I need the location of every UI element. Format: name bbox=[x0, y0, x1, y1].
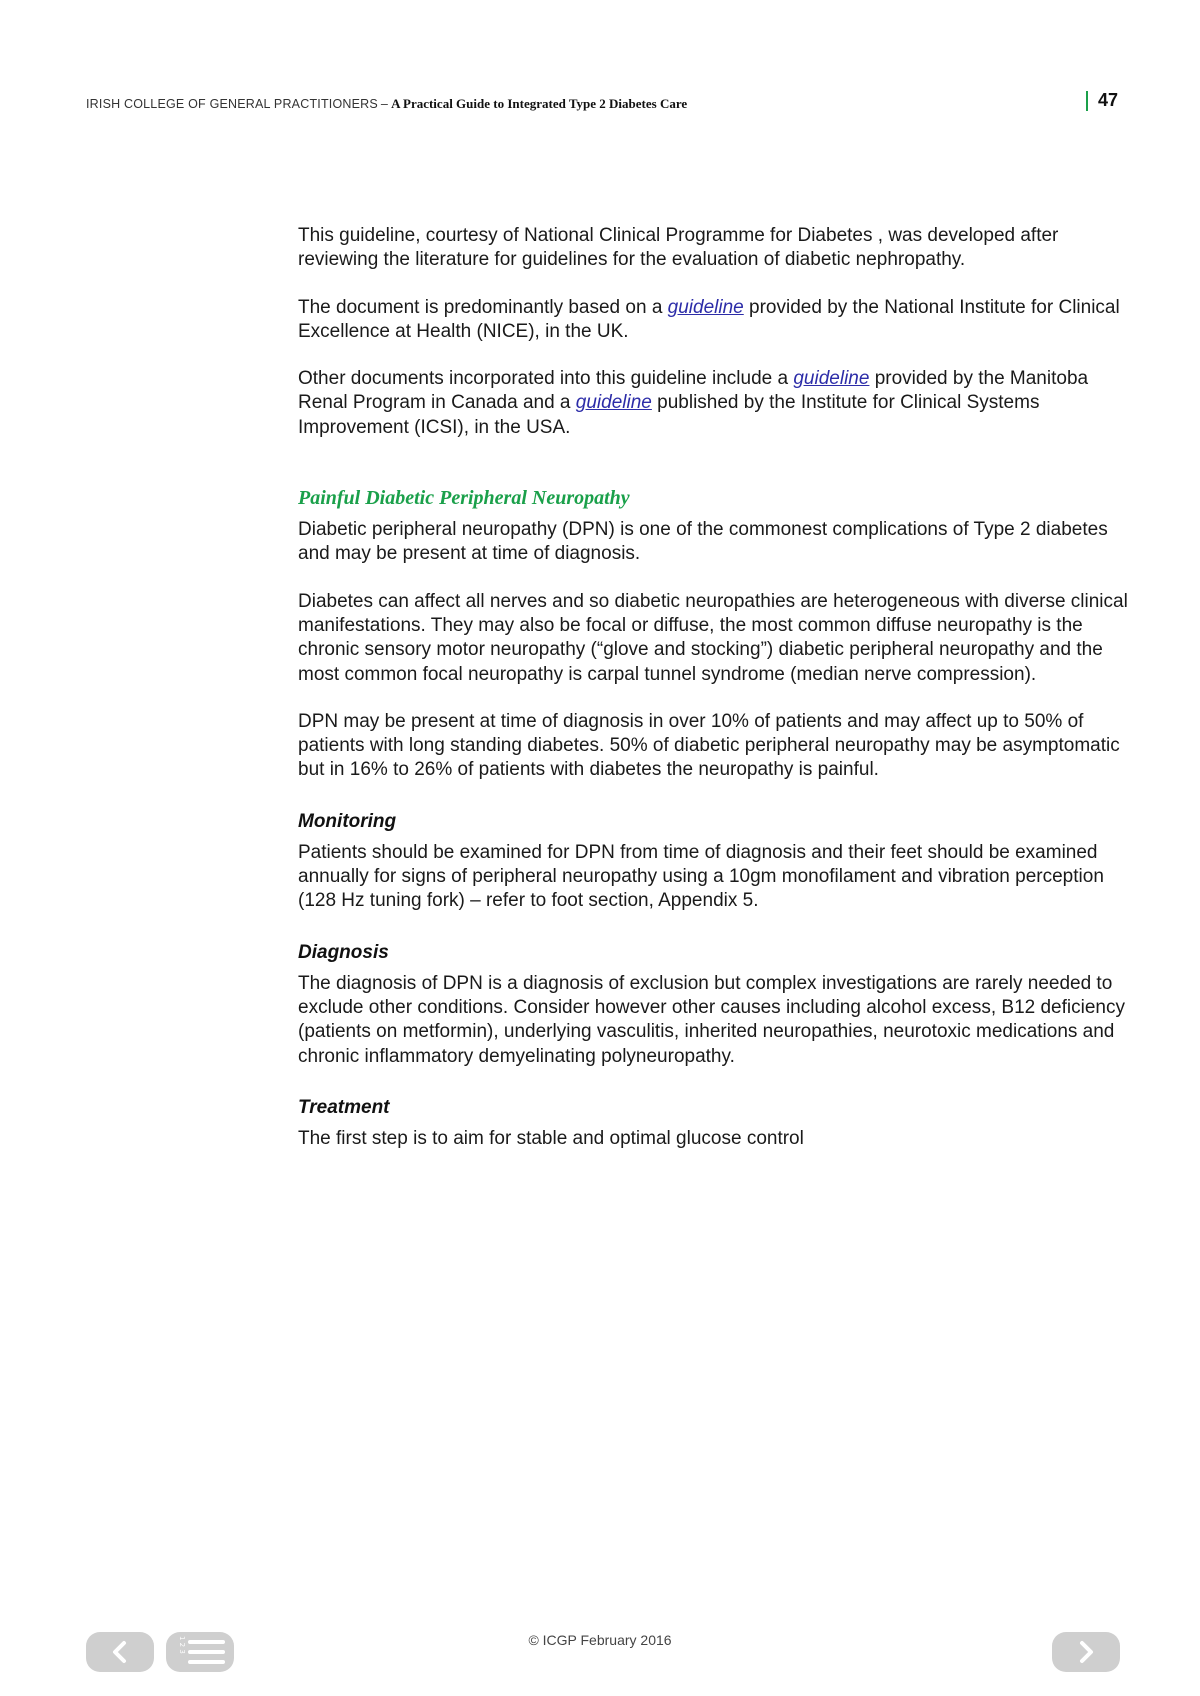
diagnosis-heading: Diagnosis bbox=[298, 941, 389, 963]
header-separator: – bbox=[380, 97, 389, 111]
intro-p2-text-a: The document is predominantly based on a bbox=[298, 296, 668, 318]
intro-paragraph-3 bbox=[298, 367, 1128, 440]
intro-paragraph-2 bbox=[298, 296, 1128, 345]
monitoring-heading: Monitoring bbox=[298, 810, 397, 832]
section-paragraph-3: DPN may be present at time of diagnosis in over 10% of patients and may affect up to 50% of patients with long standing diabetes. 50% of diabetic peripheral neuropathy may be asymptomatic but in 16% to 26% of patients with diabetes the neuropathy is painful. bbox=[298, 710, 1120, 781]
nice-guideline-link[interactable]: guideline bbox=[667, 296, 744, 318]
intro-p3-text-a: Other documents incorporated into this guideline include a bbox=[298, 368, 794, 390]
treatment-heading: Treatment bbox=[298, 1096, 390, 1118]
main-content bbox=[298, 224, 1128, 1174]
page-number: 47 bbox=[1098, 90, 1119, 110]
header-running-title bbox=[86, 96, 687, 112]
section-paragraph-2: Diabetes can affect all nerves and so diabetic neuropathies are heterogeneous with diverse clinical manifestations. They may also be focal or diffuse, the most common diffuse neuropathy is the chronic sensory motor neuropathy (“glove and stocking”) diabetic peripheral neuropathy and the most common focal neuropathy is carpal tunnel syndrome (median nerve compression). bbox=[298, 590, 1128, 685]
section-title: Painful Diabetic Peripheral Neuropathy bbox=[298, 487, 630, 510]
page-number-divider bbox=[1086, 91, 1088, 111]
page-header bbox=[86, 90, 1200, 118]
header-guide-title: A Practical Guide to Integrated Type 2 Diabetes Care bbox=[391, 96, 688, 111]
intro-p2-text-b: provided by the National Institute for Clinical Excellence at Health (NICE), in the UK. bbox=[298, 296, 1120, 342]
toc-icon-numbers: 1 2 3 bbox=[178, 1636, 186, 1654]
manitoba-guideline-link[interactable]: guideline bbox=[793, 368, 870, 390]
next-page-button[interactable] bbox=[1052, 1632, 1120, 1672]
header-org-name: IRISH COLLEGE OF GENERAL PRACTITIONERS bbox=[86, 97, 378, 111]
chevron-right-icon bbox=[1052, 1632, 1120, 1672]
section-paragraph-1: Diabetic peripheral neuropathy (DPN) is one of the commonest complications of Type 2 diabetes and may be present at time of diagnosis. bbox=[298, 519, 1108, 565]
diagnosis-text: The diagnosis of DPN is a diagnosis of exclusion but complex investigations are rarely needed to exclude other conditions. Consider however other causes including alcohol excess, B12 deficiency (patients on metformin), underlying vasculitis, inherited neuropathies, neurotoxic medications and chronic inflammatory demyelinating polyneuropathy. bbox=[298, 972, 1125, 1067]
treatment-text: The first step is to aim for stable and optimal glucose control bbox=[298, 1127, 804, 1149]
intro-paragraph-1: This guideline, courtesy of National Clinical Programme for Diabetes , was developed after reviewing the literature for guidelines for the evaluation of diabetic nephropathy. bbox=[298, 225, 1059, 271]
intro-p3-text-c: published by the Institute for Clinical Systems Improvement (ICSI), in the USA. bbox=[298, 392, 1040, 438]
intro-p3-text-b: provided by the Manitoba Renal Program in Canada and a bbox=[298, 368, 1089, 414]
footer-copyright: © ICGP February 2016 bbox=[528, 1632, 672, 1648]
icsi-guideline-link[interactable]: guideline bbox=[575, 392, 652, 414]
monitoring-text: Patients should be examined for DPN from time of diagnosis and their feet should be examined annually for signs of peripheral neuropathy using a 10gm monofilament and vibration perception (128 Hz tuning fork) – refer to foot section, Appendix 5. bbox=[298, 841, 1104, 912]
